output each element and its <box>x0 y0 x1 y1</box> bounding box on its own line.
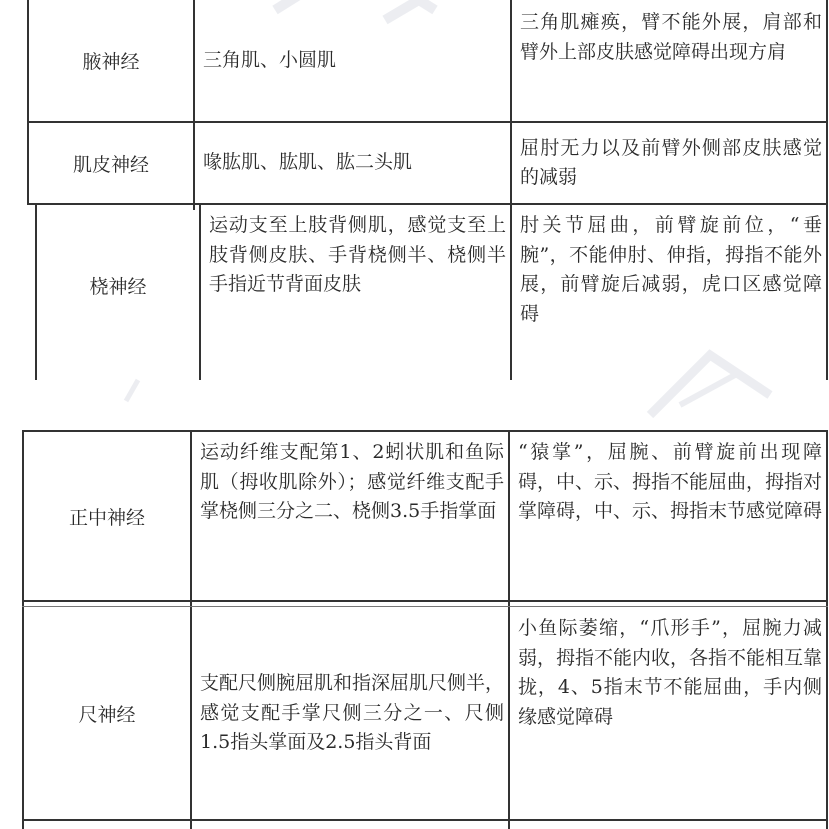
symptom-text: “猿掌”，屈腕、前臂旋前出现障碍，中、示、拇指不能屈曲，拇指对掌障碍，中、示、拇指末节感觉障碍 <box>518 441 823 522</box>
table-row <box>24 608 190 819</box>
innervation-text: 三角肌、小圆肌 <box>203 48 337 71</box>
symptom-cell <box>510 614 826 819</box>
table-row <box>24 432 190 600</box>
symptom-text: 肘关节屈曲，前臂旋前位，“垂腕”，不能伸肘、伸指，拇指不能外展，前臂旋后减弱，虎口区感觉障碍 <box>520 214 822 325</box>
innervation-cell <box>195 0 510 121</box>
symptom-cell <box>510 438 826 600</box>
table-row <box>29 123 193 203</box>
innervation-text: 支配尺侧腕屈肌和指深屈肌尺侧半，感觉支配手掌尺侧三分之一、尺侧1.5指头掌面及2.5指头背面 <box>200 672 505 754</box>
innervation-cell <box>195 123 510 203</box>
nerve-name: 正中神经 <box>68 506 145 529</box>
table-block-lower <box>0 430 829 829</box>
nerve-name: 肌皮神经 <box>72 153 149 176</box>
symptom-text: 三角肌瘫痪，臂不能外展，肩部和臂外上部皮肤感觉障碍出现方肩 <box>520 11 822 63</box>
table-block-upper <box>0 0 829 210</box>
nerve-name: 腋神经 <box>82 51 140 73</box>
innervation-cell <box>192 438 508 600</box>
table-row <box>37 205 199 365</box>
innervation-text: 运动支至上肢背侧肌，感觉支至上肢背侧皮肤、手背桡侧半、桡侧半手指近节背面皮肤 <box>209 214 506 295</box>
table-row <box>29 0 193 121</box>
nerve-name: 尺神经 <box>78 704 136 726</box>
innervation-cell <box>201 211 510 371</box>
table-block-middle <box>0 205 829 380</box>
symptom-cell <box>512 211 826 371</box>
symptom-cell <box>512 8 826 121</box>
symptom-text: 屈肘无力以及前臂外侧部皮肤感觉的减弱 <box>520 136 822 188</box>
innervation-text: 运动纤维支配第1、2蚓状肌和鱼际肌（拇收肌除外）；感觉纤维支配手掌桡侧三分之二、桡侧3.5手指掌面 <box>200 441 504 522</box>
nerve-name: 桡神经 <box>89 275 147 298</box>
symptom-cell <box>512 123 826 203</box>
innervation-text: 喙肱肌、肱肌、肱二头肌 <box>203 151 413 174</box>
symptom-text: 小鱼际萎缩，“爪形手”，屈腕力减弱，拇指不能内收，各指不能相互靠拢，4、5指末节不能屈曲，手内侧缘感觉障碍 <box>518 617 823 728</box>
innervation-cell <box>192 608 508 819</box>
